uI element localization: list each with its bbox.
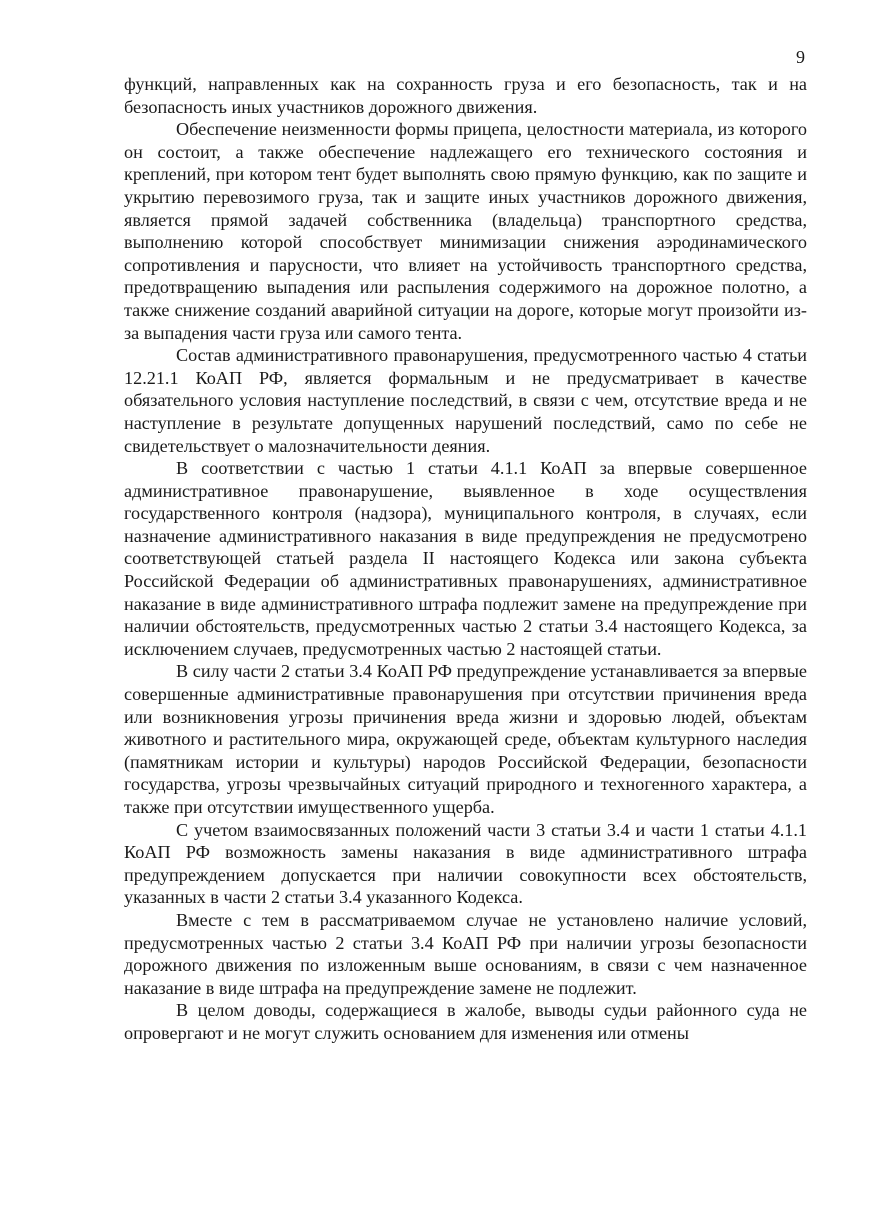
document-body — [124, 73, 807, 1045]
paragraph-conditions-not-established: Вместе с тем в рассматриваемом случае не установлено наличие условий, предусмотренных частью 2 статьи 3.4 КоАП РФ при наличии угрозы безопасности дорожного движения по изложенным выше основаниям, в связи с чем назначенное наказание в виде штрафа на предупреждение замене не подлежит. — [124, 909, 807, 998]
paragraph-article-3-4: В силу части 2 статьи 3.4 КоАП РФ предупреждение устанавливается за впервые совершенные административные правонарушения при отсутствии причинения вреда или возникновения угрозы причинения вреда жизни и здоровью людей, объектам животного и растительного мира, окружающей среде, объектам культурного наследия (памятникам истории и культуры) народов Российской Федерации, безопасности государства, угрозы чрезвычайных ситуаций природного и техногенного характера, а также при отсутствии имущественного ущерба. — [124, 661, 807, 817]
paragraph-continuation: функций, направленных как на сохранность груза и его безопасность, так и на безопасность иных участников дорожного движения. — [124, 74, 807, 117]
paragraph-complaint-arguments: В целом доводы, содержащиеся в жалобе, выводы судьи районного суда не опровергают и не могут служить основанием для изменения или отмены — [124, 1000, 807, 1043]
paragraph-offense-composition: Состав административного правонарушения, предусмотренного частью 4 статьи 12.21.1 КоАП РФ, является формальным и не предусматривает в качестве обязательного условия наступление последствий, в связи с чем, отсутствие вреда и не наступление в результате допущенных нарушений последствий, само по себе не свидетельствует о малозначительности деяния. — [124, 345, 807, 456]
paragraph-trailer-condition: Обеспечение неизменности формы прицепа, целостности материала, из которого он состоит, а также обеспечение надлежащего его технического состояния и креплений, при котором тент будет выполнять свою прямую функцию, как по защите и укрытию перевозимого груза, так и защите иных участников дорожного движения, является прямой задачей собственника (владельца) транспортного средства, выполнению которой способствует минимизации снижения аэродинамического сопротивления и парусности, что влияет на устойчивость транспортного средства, предотвращению выпадения или распыления содержимого на дорожное полотно, а также снижение созданий аварийной ситуации на дороге, которые могут произойти из-за выпадения части груза или самого тента. — [124, 119, 807, 343]
paragraph-interrelated-provisions: С учетом взаимосвязанных положений части 3 статьи 3.4 и части 1 статьи 4.1.1 КоАП РФ возможность замены наказания в виде административного штрафа предупреждением допускается при наличии совокупности всех обстоятельств, указанных в части 2 статьи 3.4 указанного Кодекса. — [124, 819, 807, 908]
page-number: 9 — [796, 47, 805, 67]
paragraph-article-4-1-1: В соответствии с частью 1 статьи 4.1.1 КоАП за впервые совершенное административное правонарушение, выявленное в ходе осуществления государственного контроля (надзора), муниципального контроля, в случаях, если назначение административного наказания в виде предупреждения не предусмотрено соответствующей статьей раздела II настоящего Кодекса или закона субъекта Российской Федерации об административных правонарушениях, административное наказание в виде административного штрафа подлежит замене на предупреждение при наличии обстоятельств, предусмотренных частью 2 статьи 3.4 настоящего Кодекса, за исключением случаев, предусмотренных частью 2 настоящей статьи. — [124, 458, 807, 659]
